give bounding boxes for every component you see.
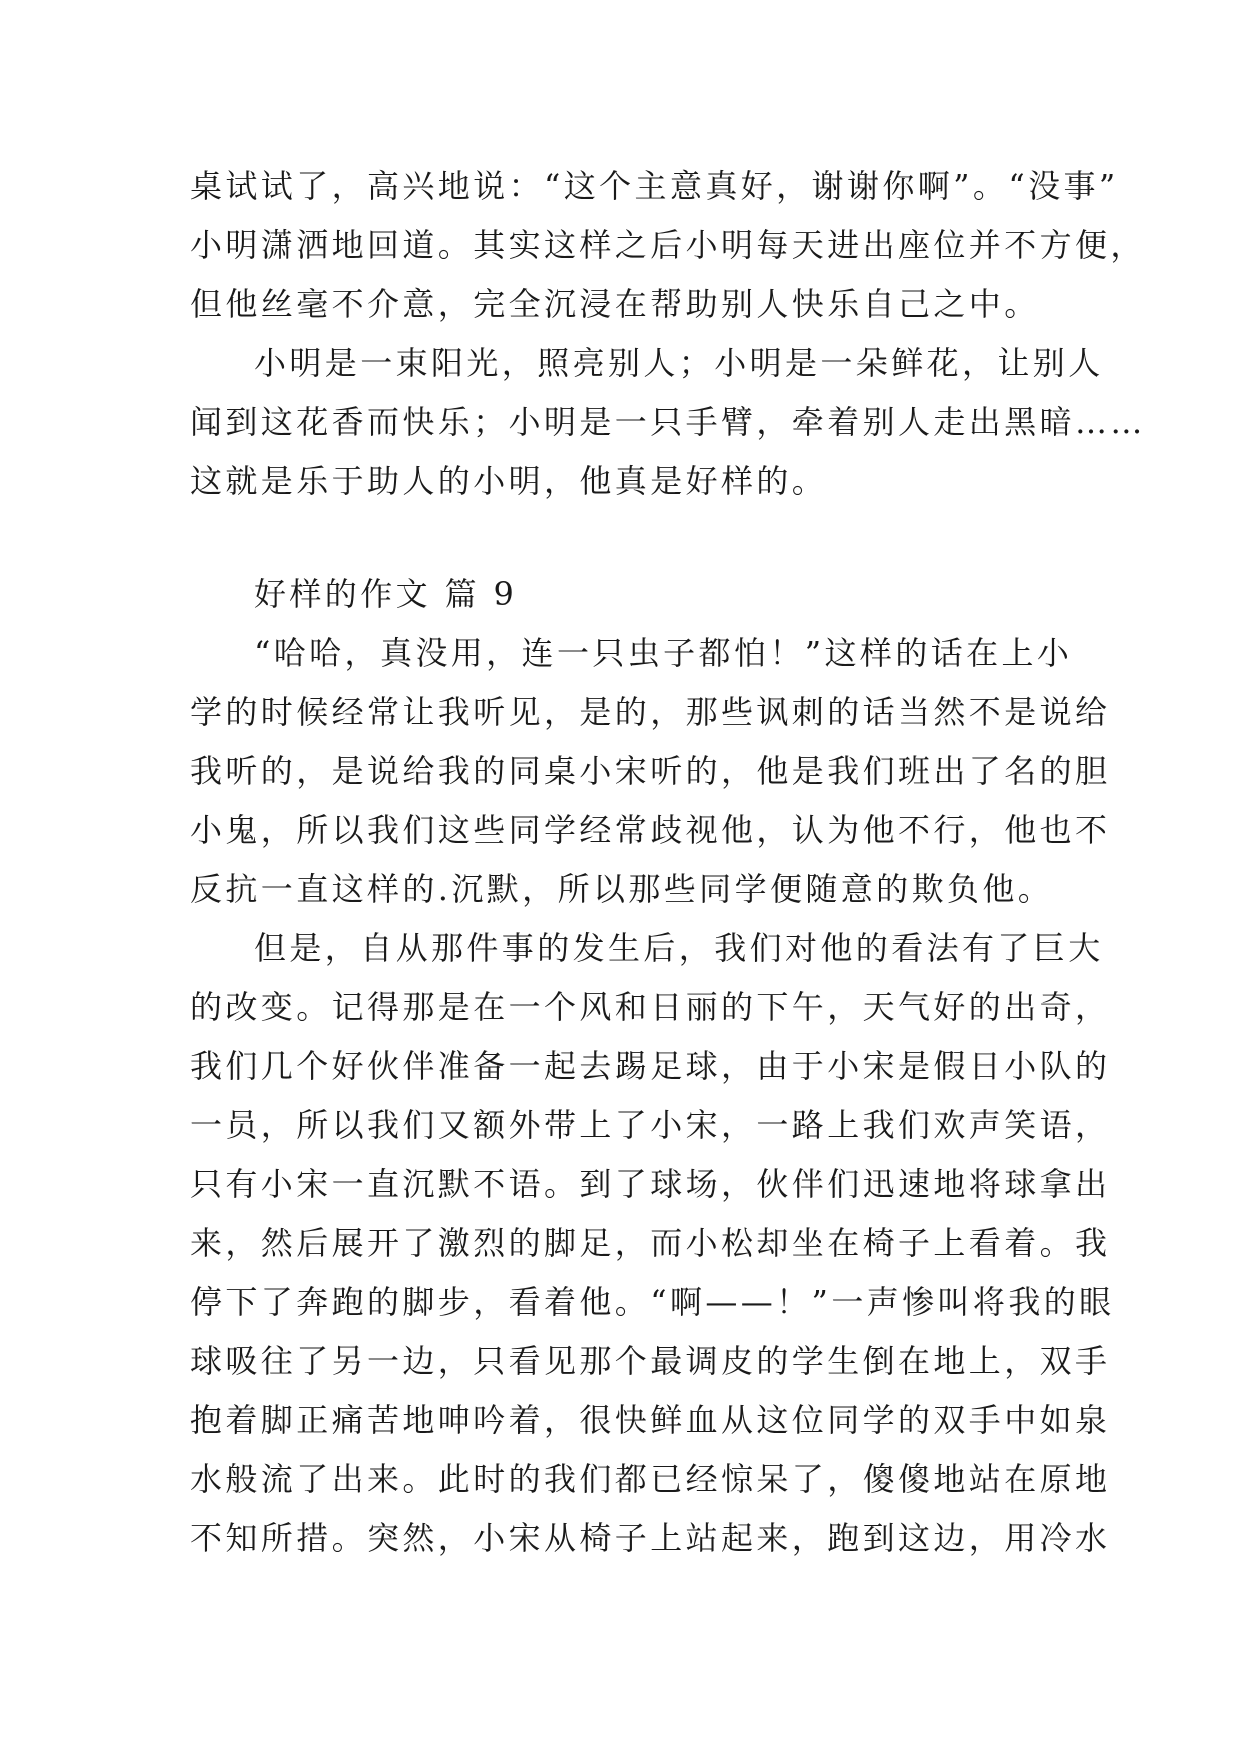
text-line-17: 只有小宋一直沉默不语。到了球场，伙伴们迅速地将球拿出 [190,1165,1111,1203]
text-line-21: 抱着脚正痛苦地呻吟着，很快鲜血从这位同学的双手中如泉 [190,1401,1111,1439]
text-line-18: 来，然后展开了激烈的脚足，而小松却坐在椅子上看着。我 [190,1224,1111,1262]
text-line-22: 水般流了出来。此时的我们都已经惊呆了，傻傻地站在原地 [190,1460,1111,1498]
text-line-19: 停下了奔跑的脚步，看着他。“啊——！”一声惨叫将我的眼 [190,1283,1115,1321]
text-line-8: “哈哈，真没用，连一只虫子都怕！”这样的话在上小 [254,634,1073,672]
text-line-5: 闻到这花香而快乐；小明是一只手臂，牵着别人走出黑暗…… [190,403,1146,441]
text-line-6: 这就是乐于助人的小明，他真是好样的。 [190,462,828,500]
text-line-20: 球吸往了另一边，只看见那个最调皮的学生倒在地上，双手 [190,1342,1111,1380]
section-heading: 好样的作文 篇 9 [254,575,518,613]
text-line-9: 学的时候经常让我听见，是的，那些讽刺的话当然不是说给 [190,693,1111,731]
text-line-12: 反抗一直这样的.沉默，所以那些同学便随意的欺负他。 [190,870,1054,908]
text-line-11: 小鬼，所以我们这些同学经常歧视他，认为他不行，他也不 [190,811,1111,849]
text-line-23: 不知所措。突然，小宋从椅子上站起来，跑到这边，用冷水 [190,1519,1111,1557]
text-line-3: 但他丝毫不介意，完全沉浸在帮助别人快乐自己之中。 [190,285,1040,323]
text-line-16: 一员，所以我们又额外带上了小宋，一路上我们欢声笑语， [190,1106,1111,1144]
text-line-1: 桌试试了，高兴地说：“这个主意真好，谢谢你啊”。“没事” [190,167,1119,205]
text-line-13: 但是，自从那件事的发生后，我们对他的看法有了巨大 [254,929,1104,967]
text-line-14: 的改变。记得那是在一个风和日丽的下午，天气好的出奇， [190,988,1111,1026]
text-line-15: 我们几个好伙伴准备一起去踢足球，由于小宋是假日小队的 [190,1047,1111,1085]
text-line-10: 我听的，是说给我的同桌小宋听的，他是我们班出了名的胆 [190,752,1111,790]
text-line-4: 小明是一束阳光，照亮别人；小明是一朵鲜花，让别人 [254,344,1104,382]
text-line-2: 小明潇洒地回道。其实这样之后小明每天进出座位并不方便， [190,226,1146,264]
